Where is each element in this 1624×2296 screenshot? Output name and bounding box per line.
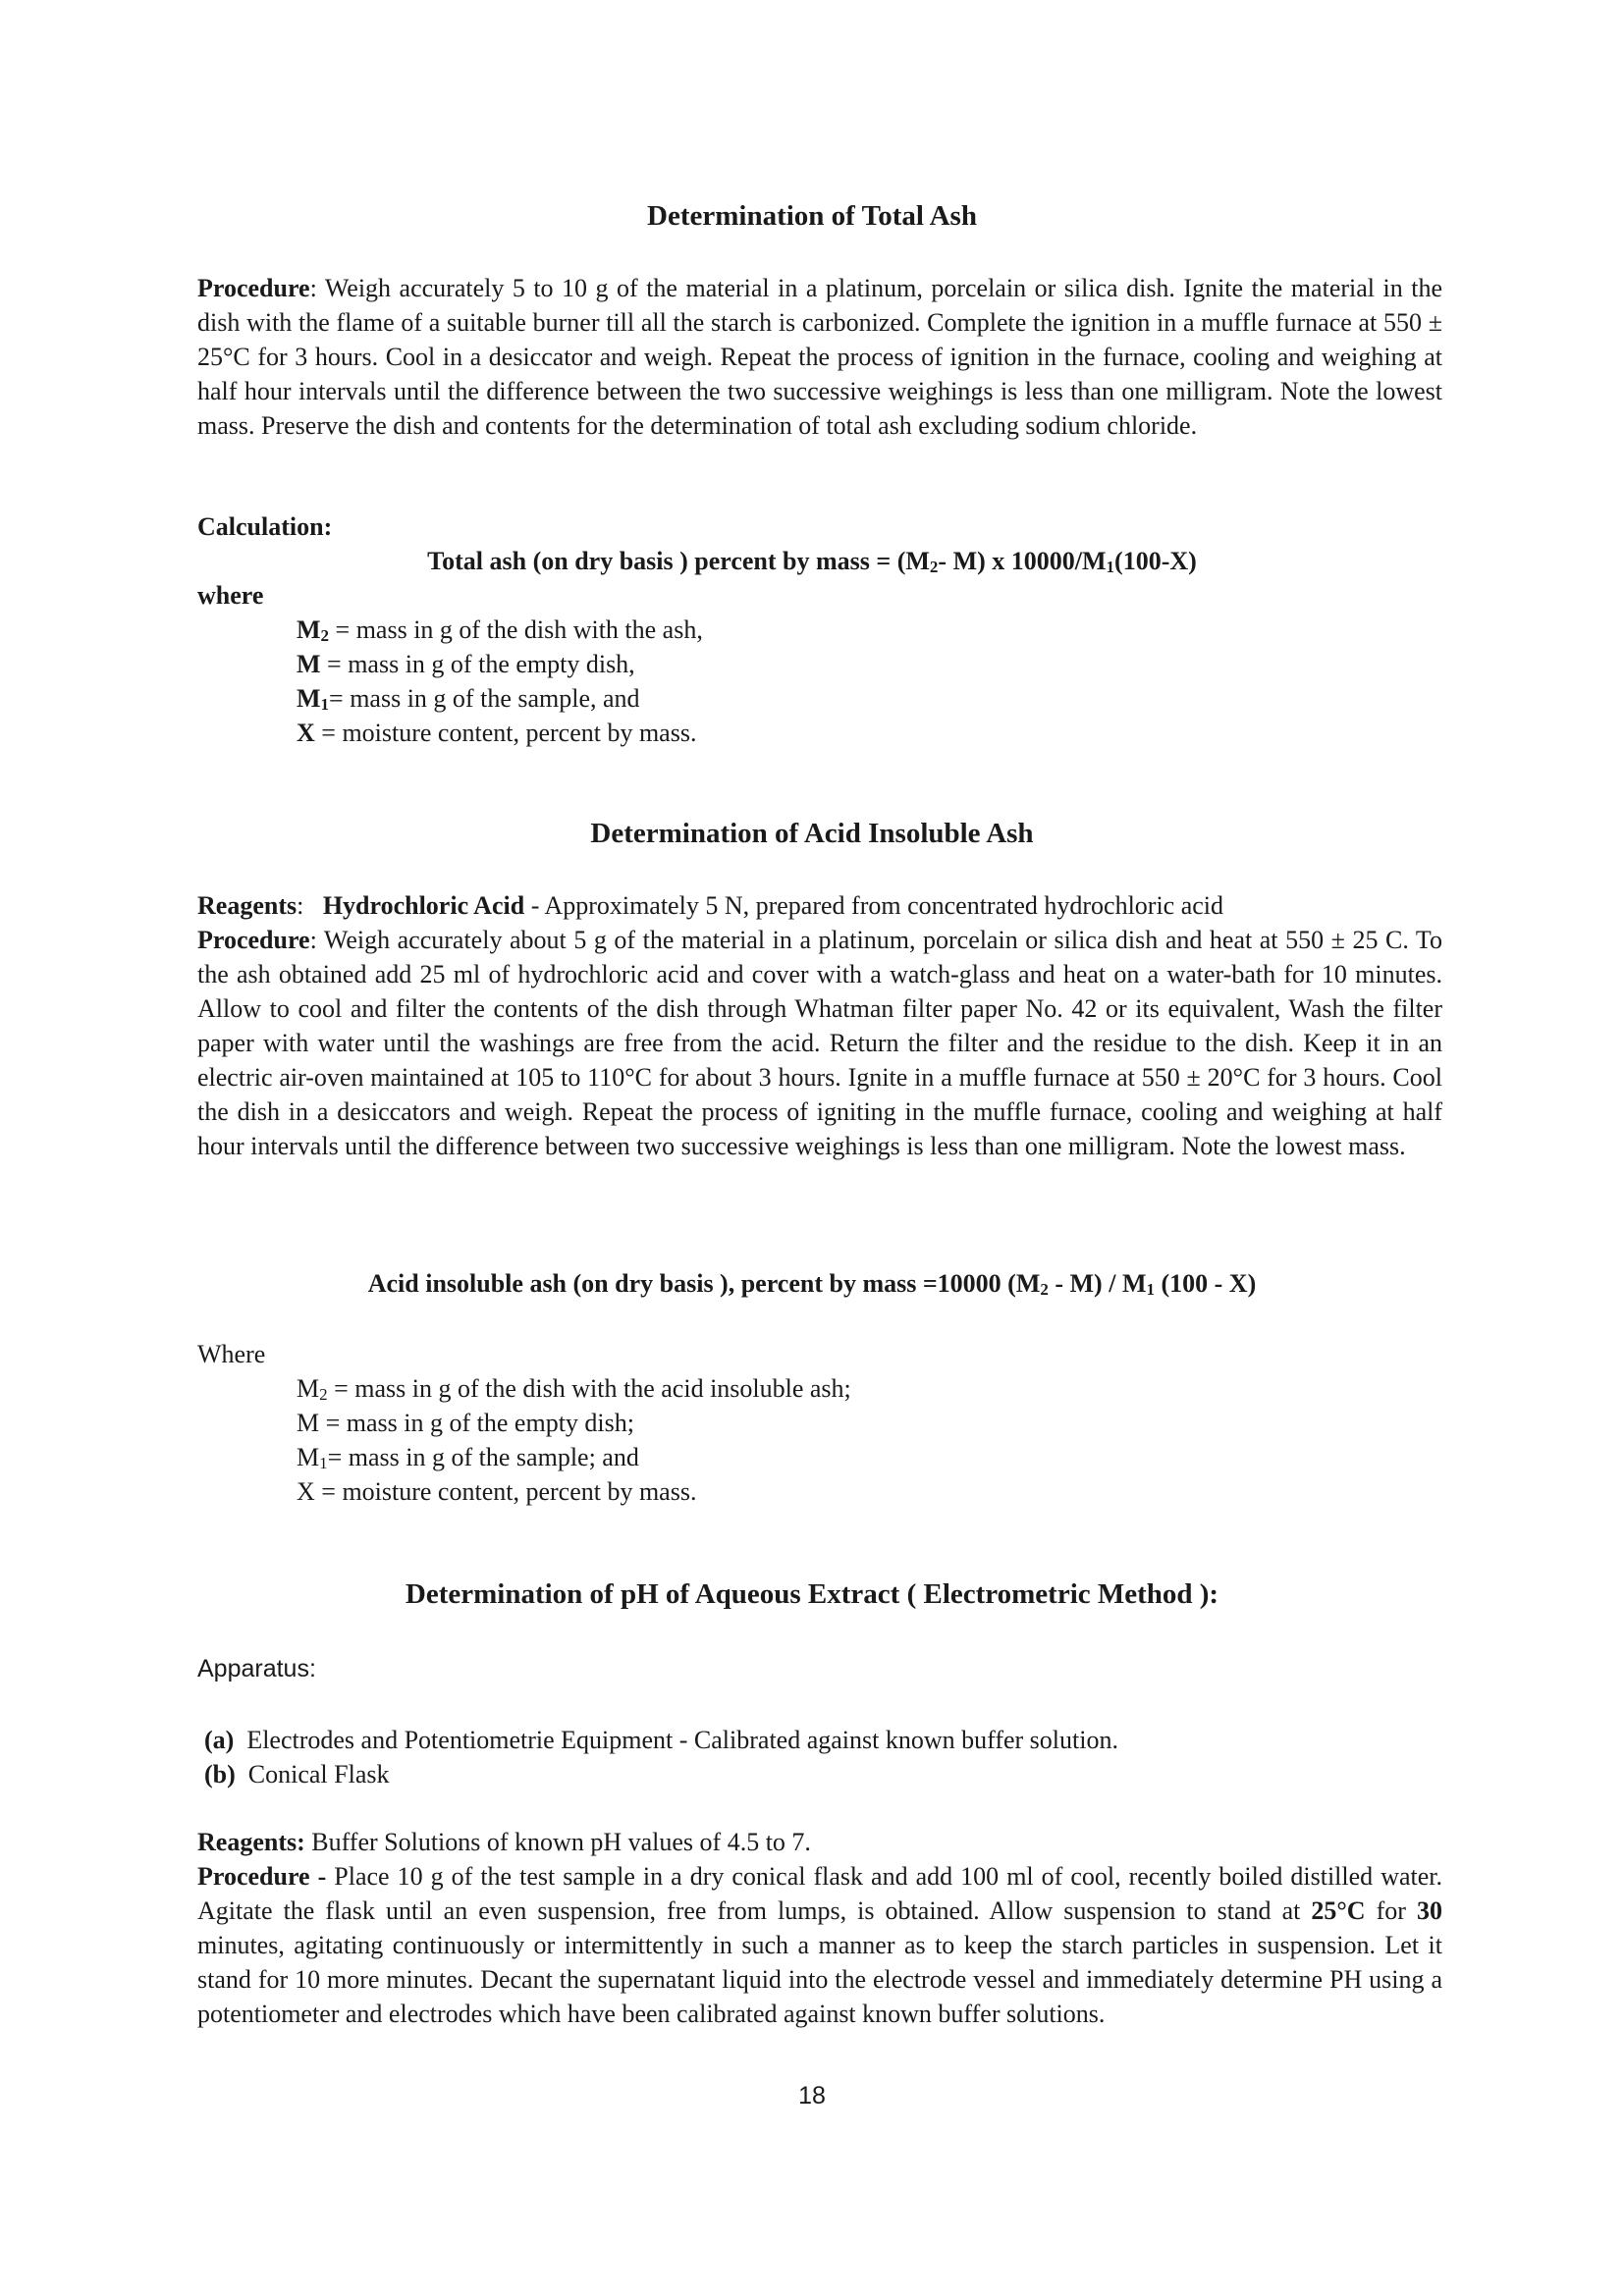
procedure-label: Procedure - bbox=[197, 1862, 327, 1891]
where-label: Where bbox=[197, 1340, 266, 1368]
reagents-label: Reagents: bbox=[197, 1828, 305, 1856]
where-label: where bbox=[197, 581, 264, 610]
procedure-text: : Weigh accurately about 5 g of the material in a platinum, porcelain or silica dish and heat at 550 ± 25 C. To the ash obtained add 25 ml of hydrochloric acid and cover with a watch-glass and heat on a water-bath for 10 minutes. Allow to cool and filter the contents of the dish through Whatman filter paper No. 42 or its equivalent, Wash the filter paper with water until the washings are free from the acid. Return the filter and the residue to the dish. Keep it in an electric air-oven maintained at 105 to 110°C for about 3 hours. Ignite in a muffle furnace at 550 ± 20°C for 3 hours. Cool the dish in a desiccators and weigh. Repeat the process of igniting in the muffle furnace, cooling and weighing at half hour intervals until the difference between two successive weighings is less than one milligram. Note the lowest mass. bbox=[197, 926, 1442, 1160]
procedure-label: Procedure bbox=[197, 274, 310, 302]
apparatus-item: (a) Electrodes and Potentiometrie Equipment - Calibrated against known buffer solution. bbox=[204, 1726, 1118, 1754]
heading-total-ash: Determination of Total Ash bbox=[647, 200, 977, 232]
acid-insoluble-ash-text: Reagents: Hydrochloric Acid - Approximately 5 N, prepared from concentrated hydrochloric acid Procedure: Weigh accurately about 5 g of the material in a platinum, porcelain or silica dish and heat at 550 ± 25 C. To the ash obtained add 25 ml of hydrochloric acid and cover with a watch-glass and heat on a water-bath for 10 minutes. Allow to cool and filter the contents of the dish through Whatman filter paper No. 42 or its equivalent, Wash the filter paper with water until the washings are free from the acid. Return the filter and the residue to the dish. Keep it in an electric air-oven maintained at 105 to 110°C for about 3 hours. Ignite in a muffle furnace at 550 ± 20°C for 3 hours. Cool the dish in a desiccators and weigh. Repeat the process of igniting in the muffle furnace, cooling and weighing at half hour intervals until the difference between two successive weighings is less than one milligram. Note the lowest mass. bbox=[197, 891, 1442, 1160]
definition-m: M = mass in g of the empty dish; bbox=[297, 1409, 634, 1437]
apparatus-label: Apparatus: bbox=[197, 1655, 316, 1682]
heading-ph-aqueous-extract: Determination of pH of Aqueous Extract ( Electrometric Method ): bbox=[405, 1578, 1219, 1610]
definition-m1: $M_1=$ mass in g of the sample; and bbox=[297, 1443, 639, 1472]
acid-insoluble-ash-formula: Acid insoluble ash (on dry basis ), percent by mass =10000 $(M_2 - M) / M_1$ (100 - X) bbox=[367, 1269, 1257, 1299]
calculation-label: Calculation: bbox=[197, 512, 333, 541]
procedure-text: : Weigh accurately 5 to 10 g of the material in a platinum, porcelain or silica dish. Ignite the material in the dish with the flame of a suitable burner till all the starch is carbonized. Complete the ignition in a muffle furnace at 550 ± 25°C for 3 hours. Cool in a desiccator and weigh. Repeat the process of ignition in the furnace, cooling and weighing at half hour intervals until the difference between the two successive weighings is less than one milligram. Note the lowest mass. Preserve the dish and contents for the determination of total ash excluding sodium chloride. bbox=[197, 274, 1442, 440]
page-number: 18 bbox=[798, 2082, 826, 2109]
definition-m2: $M_2$ = mass in g of the dish with the ash, bbox=[297, 615, 703, 645]
total-ash-definitions bbox=[297, 613, 703, 750]
reagent-name: Hydrochloric Acid bbox=[322, 891, 525, 920]
definition-m2: $M_2$ = mass in g of the dish with the acid insoluble ash; bbox=[297, 1374, 851, 1404]
heading-acid-insoluble-ash: Determination of Acid Insoluble Ash bbox=[590, 818, 1034, 849]
total-ash-formula: Total ash (on dry basis ) percent by mass = ($M_2-$ M) x $10000/M_1(100-X)$ bbox=[427, 547, 1197, 576]
definition-m: M = mass in g of the empty dish, bbox=[297, 650, 635, 678]
reagents-label: Reagents bbox=[197, 891, 298, 920]
definition-x: X = moisture content, percent by mass. bbox=[297, 1477, 697, 1506]
definition-x: X = moisture content, percent by mass. bbox=[297, 719, 697, 747]
acid-ash-definitions bbox=[297, 1371, 851, 1509]
apparatus-list bbox=[204, 1723, 1118, 1791]
total-ash-procedure bbox=[197, 271, 1442, 443]
ph-reagents-procedure: Reagents: Buffer Solutions of known pH values of 4.5 to 7. Procedure - Place 10 g of the test sample in a dry conical flask and add 100 ml of cool, recently boiled distilled water. Agitate the flask until an even suspension, free from lumps, is obtained. Allow suspension to stand at 25°C for 30 minutes, agitating continuously or intermittently in such a manner as to keep the starch particles in suspension. Let it stand for 10 more minutes. Decant the supernatant liquid into the electrode vessel and immediately determine PH using a potentiometer and electrodes which have been calibrated against known buffer solutions. bbox=[197, 1828, 1442, 2028]
definition-m1: $M_1=$ mass in g of the sample, and bbox=[297, 684, 640, 714]
procedure-label: Procedure bbox=[197, 926, 310, 954]
apparatus-item: (b) Conical Flask bbox=[204, 1760, 390, 1789]
